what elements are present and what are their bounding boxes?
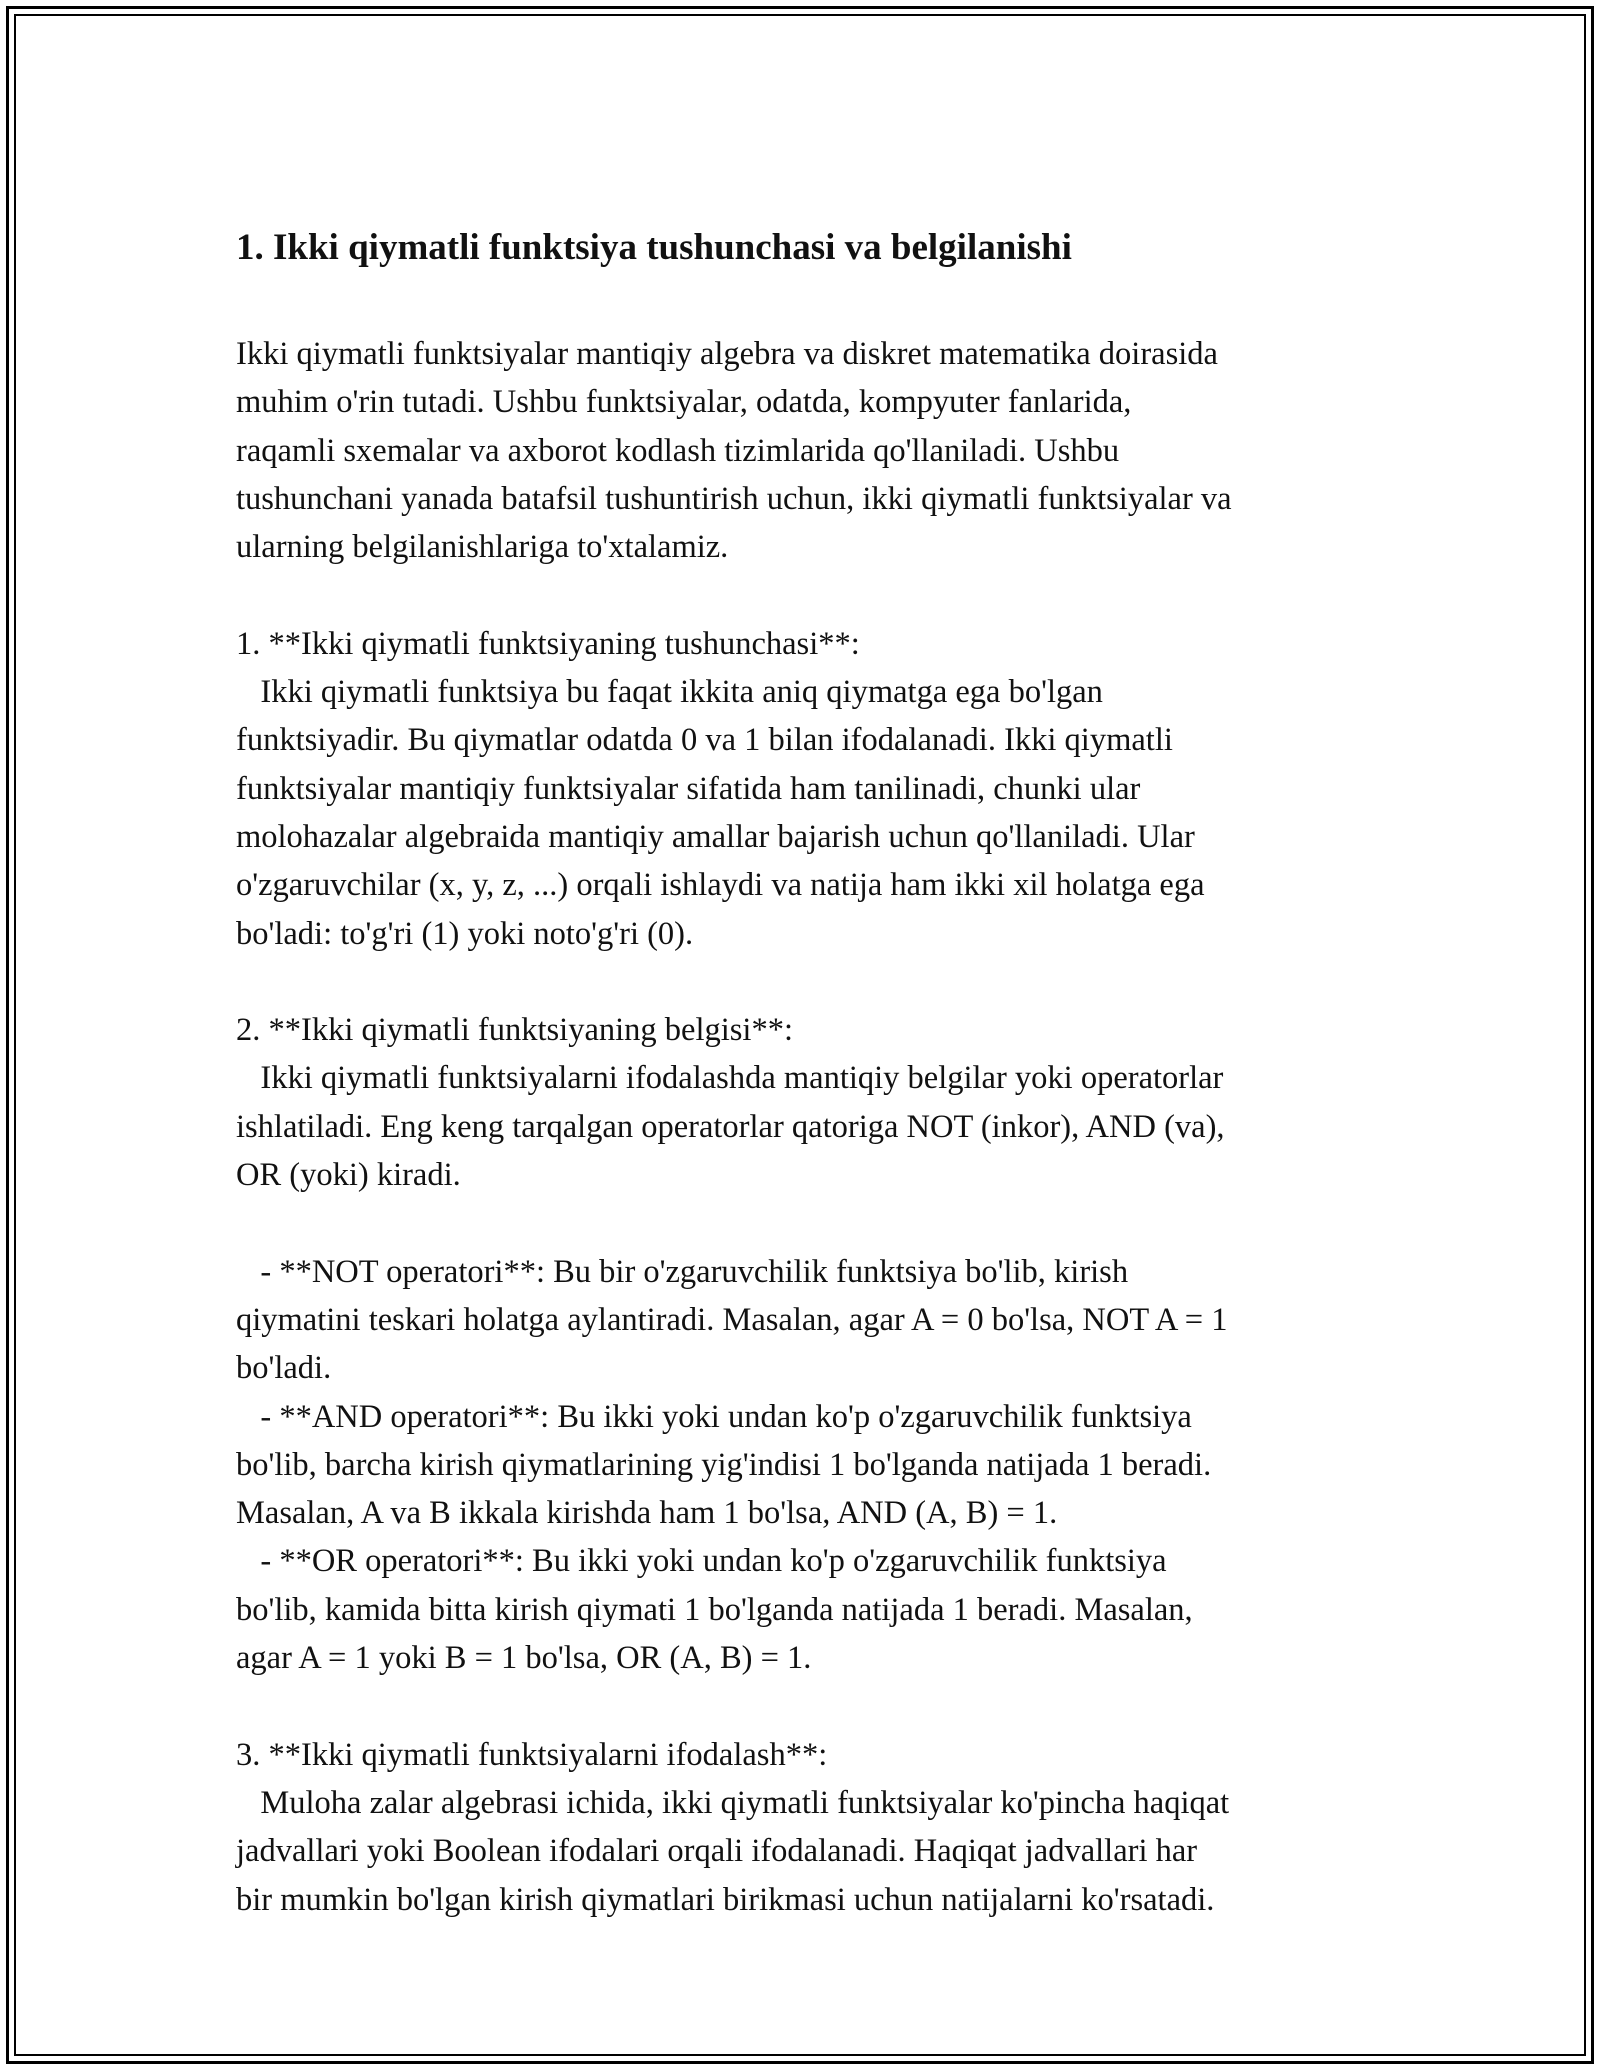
document-content	[236, 188, 1376, 1942]
section-heading: 1. Ikki qiymatli funktsiya tushunchasi va belgilanishi	[236, 227, 1072, 268]
section-body: Ikki qiymatli funktsiyalar mantiqiy algebra va diskret matematika doirasida muhim o'rin tutadi. Ushbu funktsiyalar, odatda, kompyuter fanlarida, raqamli sxemalar va axborot kodlash tizimlarida qo'llaniladi. Ushbu tushunchani yanada batafsil tushuntirish uchun, ikki qiymatli funktsiyalar va ularning belgilanishlariga to'xtalamiz. 1. **Ikki qiymatli funktsiyaning tushunchasi**: Ikki qiymatli funktsiya bu faqat ikkita aniq qiymatga ega bo'lgan funktsiyadir. Bu qiymatlar odatda 0 va 1 bilan ifodalanadi. Ikki qiymatli funktsiyalar mantiqiy funktsiyalar sifatida ham tanilinadi, chunki ular molohazalar algebraida mantiqiy amallar bajarish uchun qo'llaniladi. Ular o'zgaruvchilar (x, y, z, ...) orqali ishlaydi va natija ham ikki xil holatga ega bo'ladi: to'g'ri (1) yoki noto'g'ri (0). 2. **Ikki qiymatli funktsiyaning belgisi**: Ikki qiymatli funktsiyalarni ifodalashda mantiqiy belgilar yoki operatorlar ishlatiladi. Eng keng tarqalgan operatorlar qatoriga NOT (inkor), AND (va), OR (yoki) kiradi. - **NOT operatori**: Bu bir o'zgaruvchilik funktsiya bo'lib, kirish qiymatini teskari holatga aylantiradi. Masalan, agar A = 0 bo'lsa, NOT A = 1 bo'ladi. - **AND operatori**: Bu ikki yoki undan ko'p o'zgaruvchilik funktsiya bo'lib, barcha kirish qiymatlarining yig'indisi 1 bo'lganda natijada 1 beradi. Masalan, A va B ikkala kirishda ham 1 bo'lsa, AND (A, B) = 1. - **OR operatori**: Bu ikki yoki undan ko'p o'zgaruvchilik funktsiya bo'lib, kamida bitta kirish qiymati 1 bo'lganda natijada 1 beradi. Masalan, agar A = 1 yoki B = 1 bo'lsa, OR (A, B) = 1. 3. **Ikki qiymatli funktsiyalarni ifodalash**: Muloha zalar algebrasi ichida, ikki qiymatli funktsiyalar ko'pincha haqiqat jadvallari yoki Boolean ifodalari orqali ifodalanadi. Haqiqat jadvallari har bir mumkin bo'lgan kirish qiymatlari birikmasi uchun natijalarni ko'rsatadi.	[236, 336, 1232, 1918]
